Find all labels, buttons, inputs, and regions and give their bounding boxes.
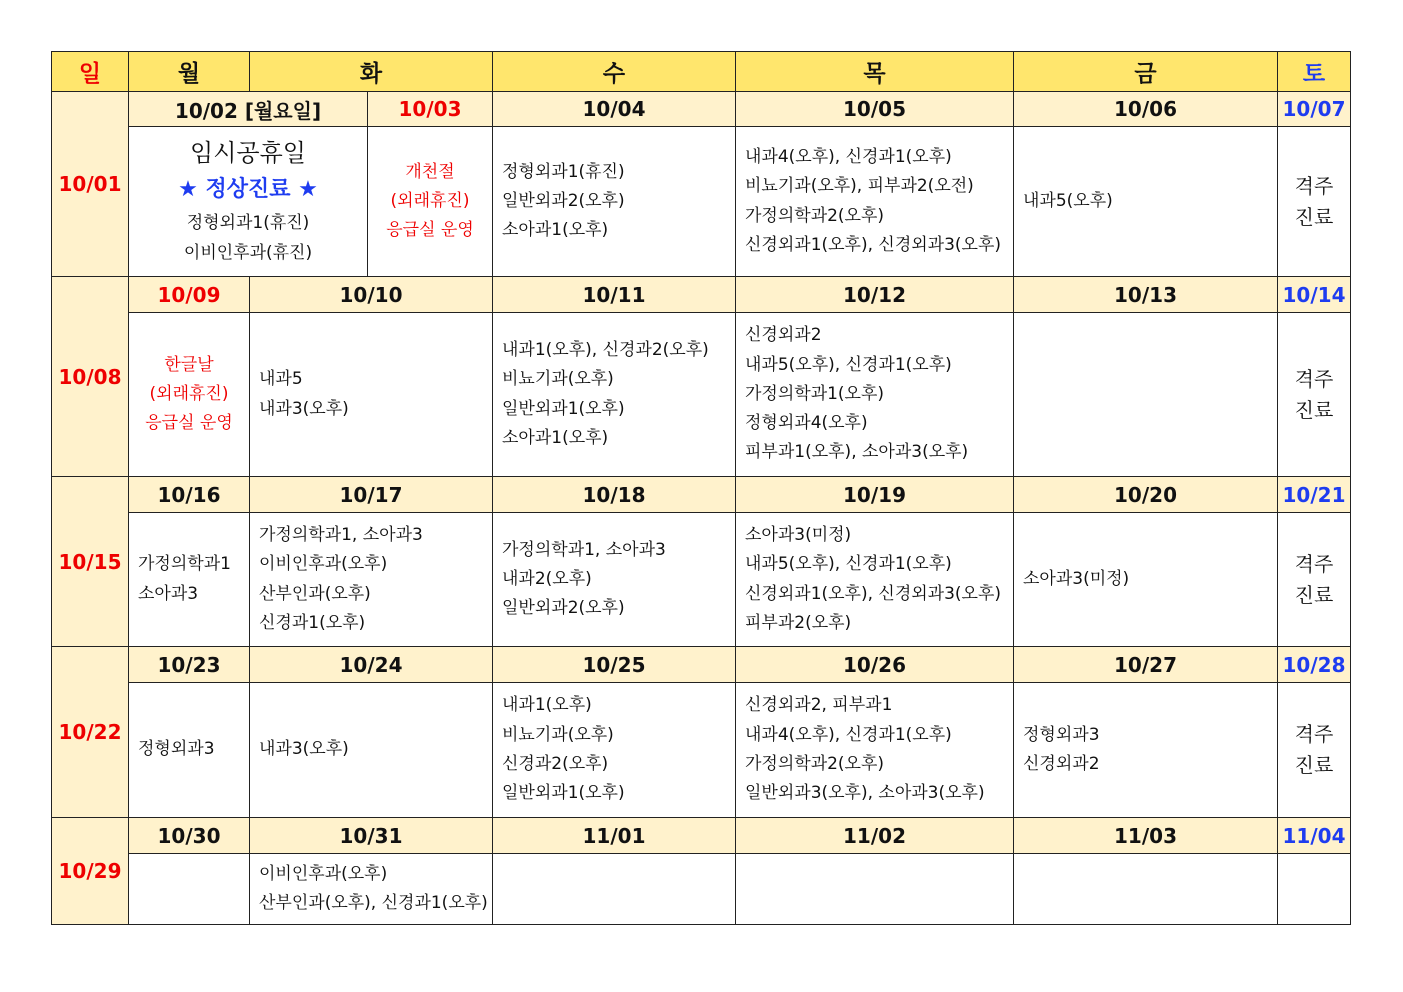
holiday-note: 응급실 운영 <box>145 413 233 434</box>
schedule-line: 일반외과1(오후) <box>502 783 625 804</box>
schedule-line: 피부과1(오후), 소아과3(오후) <box>745 442 969 463</box>
week-2-tuesday-schedule <box>250 313 493 477</box>
week-5-tuesday-date: 10/31 <box>250 818 493 854</box>
week-1-saturday-schedule <box>1278 127 1351 277</box>
schedule-line: 가정의학과2(오후) <box>745 205 885 226</box>
schedule-line: 내과5(오후) <box>1023 190 1113 211</box>
week-2-thursday-schedule <box>736 313 1014 477</box>
week-2-saturday-date: 10/14 <box>1278 277 1351 313</box>
schedule-line: 내과4(오후), 신경과1(오후) <box>745 146 952 167</box>
week-3-friday-date: 10/20 <box>1014 477 1278 513</box>
week-5-friday-date: 11/03 <box>1014 818 1278 854</box>
week-5-saturday-schedule <box>1278 854 1351 925</box>
week-4-monday-date: 10/23 <box>129 647 250 683</box>
saturday-note: 격주 <box>1294 722 1334 746</box>
schedule-line: 내과3(오후) <box>259 398 349 419</box>
header-monday: 월 <box>129 52 250 92</box>
week-2-wednesday-date: 10/11 <box>493 277 736 313</box>
schedule-line: 내과5(오후), 신경과1(오후) <box>745 354 952 375</box>
week-2-thursday-date: 10/12 <box>736 277 1014 313</box>
week-3-wednesday-schedule <box>493 513 736 647</box>
week-2-monday-holiday <box>129 313 250 477</box>
week-4-wednesday-schedule <box>493 683 736 818</box>
schedule-line: 신경외과2 <box>745 325 822 346</box>
schedule-line: 신경과2(오후) <box>502 754 609 774</box>
schedule-line: 내과1(오후), 신경과2(오후) <box>502 339 709 360</box>
holiday-note: (외래휴진) <box>390 190 470 211</box>
week-2-sunday-date: 10/08 <box>52 277 129 477</box>
week-5-monday-schedule <box>129 854 250 925</box>
schedule-line: 소아과3(미정) <box>1023 568 1130 589</box>
header-sunday: 일 <box>52 52 129 92</box>
schedule-line: 정형외과3 <box>138 739 215 760</box>
schedule-line: 가정의학과1(오후) <box>745 383 885 404</box>
holiday-name: 개천절 <box>405 161 455 182</box>
week-2-monday-date: 10/09 <box>129 277 250 313</box>
week-4-sunday-date: 10/22 <box>52 647 129 818</box>
week-2-friday-schedule <box>1014 313 1278 477</box>
monthly-clinic-schedule-table <box>51 51 1351 925</box>
week-4-tuesday-date: 10/24 <box>250 647 493 683</box>
schedule-line: 가정의학과2(오후) <box>745 754 885 774</box>
week-2-friday-date: 10/13 <box>1014 277 1278 313</box>
week-5-saturday-date: 11/04 <box>1278 818 1351 854</box>
schedule-line: 가정의학과1 <box>138 554 231 575</box>
week-1-friday-date: 10/06 <box>1014 92 1278 127</box>
week-4-saturday-schedule <box>1278 683 1351 818</box>
schedule-line: 신경과1(오후) <box>259 612 366 633</box>
schedule-line: 정형외과1(휴진) <box>186 213 310 234</box>
week-3-wednesday-date: 10/18 <box>493 477 736 513</box>
header-thursday: 목 <box>736 52 1014 92</box>
schedule-line: 내과5(오후), 신경과1(오후) <box>745 554 952 575</box>
week-4-wednesday-date: 10/25 <box>493 647 736 683</box>
week-4-tuesday-schedule <box>250 683 493 818</box>
header-saturday: 토 <box>1278 52 1351 92</box>
week-3-tuesday-date: 10/17 <box>250 477 493 513</box>
normal-clinic-notice: ★ 정상진료 ★ <box>178 177 318 203</box>
week-5-friday-schedule <box>1014 854 1278 925</box>
schedule-line: 비뇨기과(오후) <box>502 724 614 745</box>
week-3-saturday-schedule <box>1278 513 1351 647</box>
week-3-saturday-date: 10/21 <box>1278 477 1351 513</box>
week-5-sunday-date: 10/29 <box>52 818 129 925</box>
week-1-monday-date: 10/02 [월요일] <box>129 92 368 127</box>
schedule-line: 가정의학과1, 소아과3 <box>502 539 666 560</box>
week-1-thursday-date: 10/05 <box>736 92 1014 127</box>
week-3-monday-date: 10/16 <box>129 477 250 513</box>
schedule-line: 정형외과3 <box>1023 724 1100 745</box>
header-wednesday: 수 <box>493 52 736 92</box>
schedule-line: 이비인후과(오후) <box>259 863 388 884</box>
week-3-thursday-schedule <box>736 513 1014 647</box>
week-5-wednesday-date: 11/01 <box>493 818 736 854</box>
week-1-tuesday-date: 10/03 <box>368 92 493 127</box>
week-5-wednesday-schedule <box>493 854 736 925</box>
schedule-line: 일반외과1(오후) <box>502 398 625 419</box>
week-4-friday-schedule <box>1014 683 1278 818</box>
schedule-line: 일반외과2(오후) <box>502 190 625 211</box>
saturday-note: 진료 <box>1294 753 1334 777</box>
week-1-sunday-date: 10/01 <box>52 92 129 277</box>
saturday-note: 격주 <box>1294 173 1334 198</box>
schedule-line: 비뇨기과(오후) <box>502 369 614 390</box>
holiday-note: (외래휴진) <box>149 383 229 404</box>
week-3-sunday-date: 10/15 <box>52 477 129 647</box>
schedule-line: 신경외과2, 피부과1 <box>745 695 893 716</box>
schedule-line: 내과5 <box>259 369 303 390</box>
schedule-line: 피부과2(오후) <box>745 612 852 633</box>
week-5-monday-date: 10/30 <box>129 818 250 854</box>
week-4-saturday-date: 10/28 <box>1278 647 1351 683</box>
schedule-line: 일반외과2(오후) <box>502 598 625 619</box>
schedule-line: 산부인과(오후) <box>259 583 371 604</box>
week-1-wednesday-schedule <box>493 127 736 277</box>
week-2-wednesday-schedule <box>493 313 736 477</box>
week-5-thursday-date: 11/02 <box>736 818 1014 854</box>
holiday-title: 임시공휴일 <box>190 139 306 168</box>
schedule-line: 소아과3 <box>138 583 199 604</box>
schedule-line: 신경외과1(오후), 신경외과3(오후) <box>745 583 1002 604</box>
schedule-line: 소아과1(오후) <box>502 427 609 448</box>
saturday-note: 격주 <box>1294 551 1334 576</box>
week-1-wednesday-date: 10/04 <box>493 92 736 127</box>
week-4-friday-date: 10/27 <box>1014 647 1278 683</box>
schedule-line: 이비인후과(휴진) <box>183 242 313 263</box>
holiday-name: 한글날 <box>164 354 214 375</box>
header-friday: 금 <box>1014 52 1278 92</box>
week-1-tuesday-holiday <box>368 127 493 277</box>
schedule-line: 이비인후과(오후) <box>259 554 388 575</box>
header-tuesday: 화 <box>250 52 493 92</box>
week-4-thursday-date: 10/26 <box>736 647 1014 683</box>
saturday-note: 진료 <box>1294 582 1334 607</box>
week-3-thursday-date: 10/19 <box>736 477 1014 513</box>
schedule-line: 내과2(오후) <box>502 568 592 589</box>
saturday-note: 격주 <box>1294 366 1334 391</box>
week-2-tuesday-date: 10/10 <box>250 277 493 313</box>
week-2-saturday-schedule <box>1278 313 1351 477</box>
week-5-thursday-schedule <box>736 854 1014 925</box>
saturday-note: 진료 <box>1294 397 1334 422</box>
schedule-line: 정형외과4(오후) <box>745 413 868 434</box>
schedule-line: 소아과3(미정) <box>745 524 852 545</box>
week-4-monday-schedule <box>129 683 250 818</box>
week-1-monday-schedule <box>129 127 368 277</box>
schedule-line: 내과4(오후), 신경과1(오후) <box>745 724 952 745</box>
schedule-line: 신경외과1(오후), 신경외과3(오후) <box>745 234 1002 255</box>
week-3-tuesday-schedule <box>250 513 493 647</box>
holiday-note: 응급실 운영 <box>386 220 474 241</box>
week-3-friday-schedule <box>1014 513 1278 647</box>
schedule-line: 신경외과2 <box>1023 754 1100 774</box>
schedule-line: 내과1(오후) <box>502 695 592 716</box>
week-1-friday-schedule <box>1014 127 1278 277</box>
schedule-line: 내과3(오후) <box>259 739 349 760</box>
schedule-line: 일반외과3(오후), 소아과3(오후) <box>745 783 985 804</box>
week-3-monday-schedule <box>129 513 250 647</box>
saturday-note: 진료 <box>1294 204 1334 229</box>
week-4-thursday-schedule <box>736 683 1014 818</box>
schedule-line: 정형외과1(휴진) <box>502 161 625 182</box>
week-1-thursday-schedule <box>736 127 1014 277</box>
schedule-line: 소아과1(오후) <box>502 220 609 241</box>
week-1-saturday-date: 10/07 <box>1278 92 1351 127</box>
schedule-line: 가정의학과1, 소아과3 <box>259 524 423 545</box>
week-5-tuesday-schedule <box>250 854 493 925</box>
schedule-line: 산부인과(오후), 신경과1(오후) <box>259 893 488 913</box>
schedule-line: 비뇨기과(오후), 피부과2(오전) <box>745 176 974 197</box>
